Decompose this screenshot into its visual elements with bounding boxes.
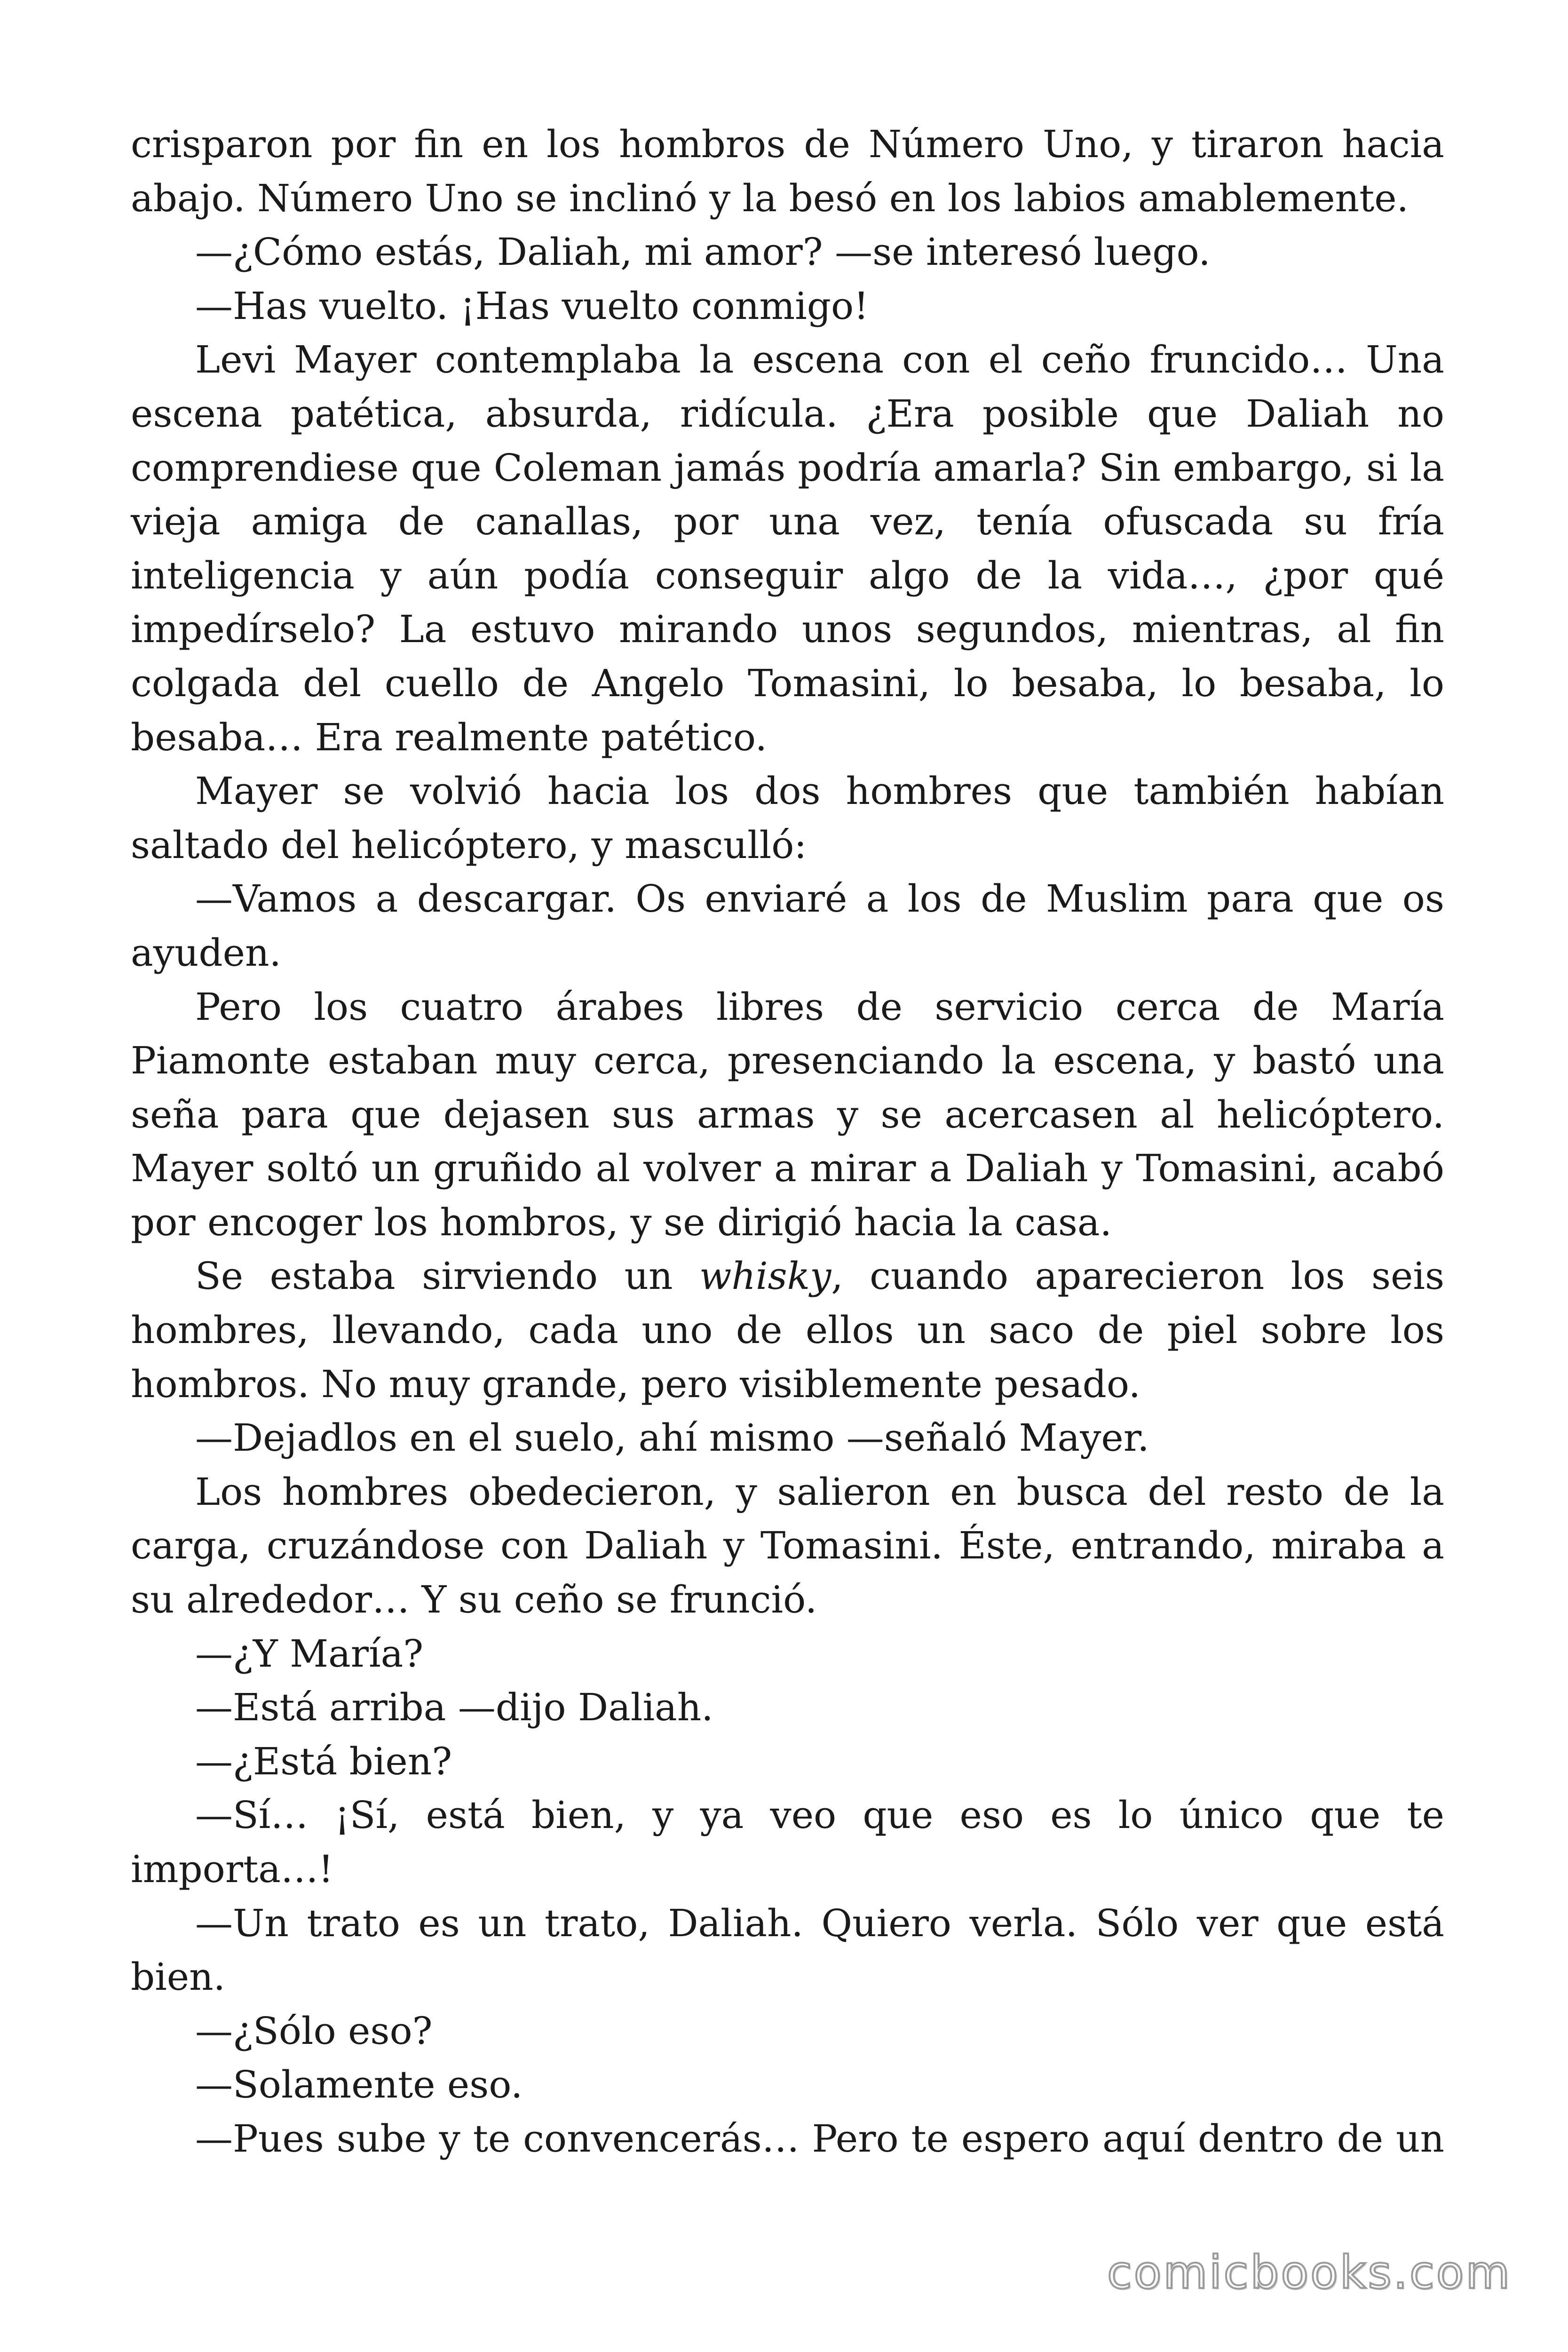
paragraph	[131, 764, 1444, 872]
paragraph	[131, 1411, 1444, 1465]
text-segment: —Está arriba —dijo Daliah.	[195, 1685, 713, 1730]
text-segment: —Has vuelto. ¡Has vuelto conmigo!	[195, 284, 869, 328]
paragraph	[131, 2112, 1444, 2166]
paragraph	[131, 279, 1444, 334]
text-segment: —¿Y María?	[195, 1631, 424, 1676]
paragraph	[131, 1627, 1444, 1681]
text-segment: crisparon por fin en los hombros de Número Uno, y tiraron hacia abajo. Número Uno se inclinó y la besó en los labios amablemente.	[131, 122, 1444, 220]
text-segment: Levi Mayer contemplaba la escena con el ceño fruncido… Una escena patética, absurda, ridícula. ¿Era posible que Daliah no comprendiese que Coleman jamás podría amarla? Sin embargo, si la vieja amiga de canallas, por una vez, tenía ofuscada su fría inteligencia y aún podía conseguir algo de la vida…, ¿por qué impedírselo? La estuvo mirando unos segundos, mientras, al fin colgada del cuello de Angelo Tomasini, lo besaba, lo besaba, lo besaba… Era realmente patético.	[131, 338, 1444, 759]
paragraph	[131, 1897, 1444, 2004]
text-segment: —¿Está bien?	[195, 1739, 452, 1783]
paragraph	[131, 1465, 1444, 1627]
text-segment: —¿Cómo estás, Daliah, mi amor? —se interesó luego.	[195, 230, 1211, 274]
italic-text: whisky	[699, 1254, 832, 1298]
paragraph	[131, 1681, 1444, 1735]
body-text	[131, 118, 1444, 2166]
paragraph	[131, 980, 1444, 1250]
paragraph	[131, 2058, 1444, 2112]
text-segment: , cuando aparecieron los seis hombres, llevando, cada uno de ellos un saco de piel sobre los hombros. No muy grande, pero visiblemente pesado.	[131, 1254, 1445, 1406]
paragraph	[131, 2004, 1444, 2058]
text-segment: —Sí… ¡Sí, está bien, y ya veo que eso es lo único que te importa…!	[131, 1793, 1444, 1891]
watermark: comicbooks.com	[1107, 2246, 1512, 2299]
text-segment: Los hombres obedecieron, y salieron en busca del resto de la carga, cruzándose con Daliah y Tomasini. Éste, entrando, miraba a su alrededor… Y su ceño se frunció.	[131, 1470, 1444, 1622]
paragraph	[131, 225, 1444, 279]
text-segment: —¿Sólo eso?	[195, 2009, 433, 2053]
paragraph	[131, 118, 1444, 225]
text-segment: —Vamos a descargar. Os enviaré a los de Muslim para que os ayuden.	[131, 877, 1444, 975]
text-segment: Pero los cuatro árabes libres de servicio cerca de María Piamonte estaban muy cerca, presenciando la escena, y bastó una seña para que dejasen sus armas y se acercasen al helicóptero. Mayer soltó un gruñido al volver a mirar a Daliah y Tomasini, acabó por encoger los hombros, y se dirigió hacia la casa.	[131, 985, 1444, 1244]
paragraph	[131, 872, 1444, 980]
text-segment: —Un trato es un trato, Daliah. Quiero verla. Sólo ver que está bien.	[131, 1901, 1444, 1999]
paragraph	[131, 1735, 1444, 1789]
paragraph	[131, 333, 1444, 764]
paragraph	[131, 1249, 1444, 1411]
text-segment: —Solamente eso.	[195, 2063, 523, 2107]
text-segment: —Dejadlos en el suelo, ahí mismo —señaló Mayer.	[195, 1416, 1149, 1460]
text-segment: —Pues sube y te convencerás… Pero te espero aquí dentro de un	[195, 2116, 1444, 2161]
text-segment: Se estaba sirviendo un	[195, 1254, 699, 1298]
paragraph	[131, 1788, 1444, 1896]
text-segment: Mayer se volvió hacia los dos hombres que también habían saltado del helicóptero, y masculló:	[131, 769, 1444, 867]
